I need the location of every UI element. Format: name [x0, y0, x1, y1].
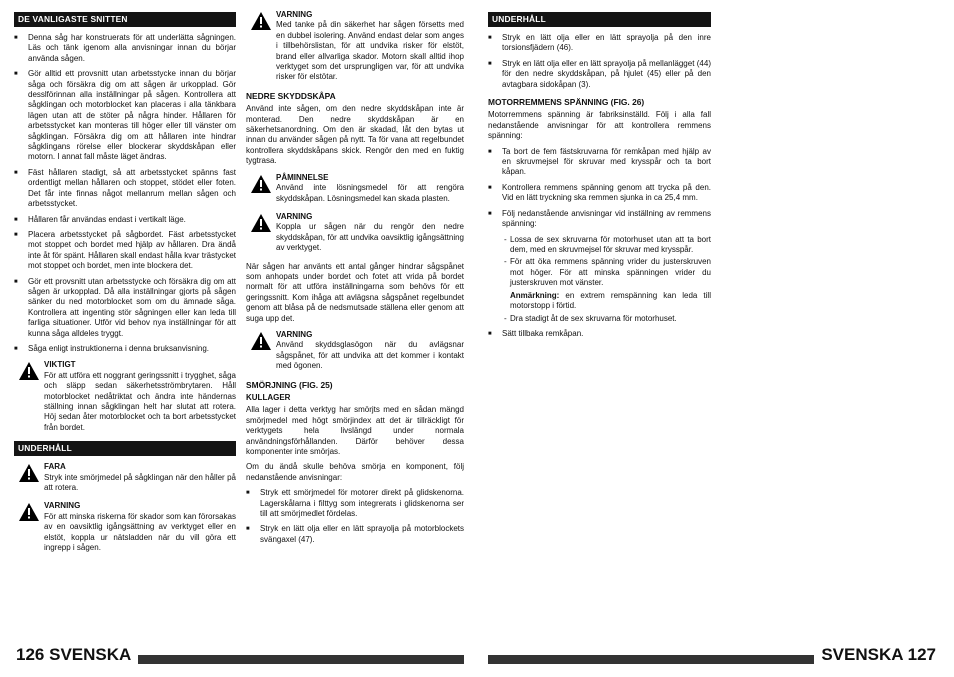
viktigt-label: VIKTIGT — [44, 360, 76, 370]
list-item: - Dra stadigt åt de sex skruvarna för motorhuset. — [488, 314, 711, 324]
right-bullet-list-3 — [488, 329, 711, 339]
viktigt-text: För att utföra ett noggrant geringssnitt i trygghet, såga och släpp sedan säkerhetsströmbrytaren. Håll motorblocket nedåtriktat och ändra inte händernas ställning innan sågklingan helt har slutat att rotera. Höj sedan åter motorblocket och ta bort arbetsstycket från bordet. — [44, 370, 236, 432]
footer-right — [488, 646, 940, 664]
varning-text: Med tanke på din säkerhet har sågen försetts med en dubbel isolering. Använd endast delar som anges i tillbehörslistan, för att undvika risker för elstöt, brand eller allvarliga skador. Motorn skall alltid ihop verktyget som det ursprungligen var, för att undvika risker för elstötar. — [276, 20, 464, 82]
left-bullet-list — [14, 33, 236, 354]
warning-icon — [246, 330, 276, 356]
page-language: SVENSKA — [49, 645, 132, 664]
paragraph: Använd inte sågen, om den nedre skyddskåpan inte är monterad. Den nedre skyddskåpan är en säkerhetsanordning. Om den är skadad, låt den bytas ut innan du använder sågen på nytt. Ta för vana att regelbundet kontrollera skyddskåpans skick. Rengör den med en fuktig tygtrasa. — [246, 104, 464, 166]
fara-note — [14, 462, 236, 493]
list-item: ■ Ta bort de fem fästskruvarna för remkåpan med hjälp av en skruvmejsel för skruvar med krysspår och ta bort kåpan. — [488, 147, 711, 178]
fara-label: FARA — [44, 462, 66, 472]
paminnelse-label: PÅMINNELSE — [276, 172, 329, 182]
heading-motorremmens-spanning: MOTORREMMENS SPÄNNING (FIG. 26) — [488, 97, 645, 108]
varning-note — [246, 212, 464, 254]
list-item: ■ Gör ett provsnitt utan arbetsstycke och försäkra dig om att sågen är urkopplad. Då alla inställningar gjorts på sågen sänker du ned motorblocket som om du ämnade såga. Kontrollera att ingenting stör sågningen eller kan leda till farliga situationer. Utför vid behov nya inställningar för att kunna såga alldeles tryggt. — [14, 277, 236, 339]
list-item: ■ Såga enligt instruktionerna i denna bruksanvisning. — [14, 344, 236, 354]
section-title-underhall: UNDERHÅLL — [488, 12, 711, 27]
varning-note — [246, 10, 464, 83]
varning-text: Koppla ur sågen när du rengör den nedre skyddskåpan, för att undvika oavsiktlig igångsättning av verktyget. — [276, 222, 464, 253]
footer-rule — [138, 655, 464, 664]
warning-icon — [246, 10, 276, 36]
page-number — [821, 646, 936, 664]
right-dash-list-2 — [488, 314, 711, 324]
page-number-value: 127 — [907, 645, 936, 664]
varning-note — [246, 330, 464, 372]
fara-text: Stryk inte smörjmedel på sågklingan när den håller på att rotera. — [44, 472, 236, 493]
page-language: SVENSKA — [821, 645, 903, 664]
right-bullet-list — [488, 33, 711, 90]
list-item: ■ Placera arbetsstycket på sågbordet. Fäst arbetsstycket mot stoppet och bordet med hjälp av hållaren. Dra ändå inte åt för spänt. Hållaren skall endast hålla kvar trästycket mot stoppet och bordet, men inte blockera det. — [14, 230, 236, 272]
paragraph: Motorremmens spänning är fabriksinställd. Följ i alla fall nedanstående anvisningar för att kontrollera remmens spänning: — [488, 110, 711, 141]
list-item: - Lossa de sex skruvarna för motorhuset utan att ta bort dem, med en skruvmejsel för skruvar med krysspår. — [488, 235, 711, 256]
footer-rule — [488, 655, 814, 664]
anmarkning-note — [488, 291, 711, 312]
paragraph: Alla lager i detta verktyg har smörjts med en sådan mängd smörjmedel med högt smörjindex att det är tillräckligt för verktygets hela livslängd under normala användningsförhållanden. Därför behöver dessa komponenter inte smörjas. — [246, 405, 464, 457]
list-item: ■ Stryk en lätt olja eller en lätt sprayolja på mellanlägget (44) för den nedre skyddskåpan, på hjulet (45) eller på den avtagbara sidokåpan (3). — [488, 59, 711, 90]
left-column — [14, 10, 236, 561]
varning-label: VARNING — [44, 501, 81, 511]
paragraph: När sågen har använts ett antal gånger hindrar sågspånet som anhopats under bordet och fotet att vrida på bordet normalt för att utföra inställningarna som behövs för ett geringssnitt. Kom ihåga att avlägsna sågspånet regelbundet genom att blåsa på de nedsmutsade ställena eller genom att suga upp det. — [246, 261, 464, 323]
list-item: ■ Fäst hållaren stadigt, så att arbetsstycket spänns fast ordentligt mellan hållaren och stoppet, stödet eller foten. Det får inte finnas något mellanrum mellan sågen och arbetsstycket. — [14, 168, 236, 210]
anmarkning-text: en extrem remspänning kan leda till motorstopp i förtid. — [510, 290, 711, 310]
heading-kullager: KULLAGER — [246, 393, 291, 402]
viktigt-note — [14, 360, 236, 433]
list-item: ■ Gör alltid ett provsnitt utan arbetsstycke innan du börjar såga och försäkra dig om att sågen är urkopplad. Gör desslförinnan alla inställningar på sågen. Kontrollera att sågklingan och motorblocket kan placeras i alla tänkbara lägen utan att de stöter på några hinder. Hållaren för arbetsstycket kan monteras till höger eller till vänster om sågklingan. Försäkra dig om att hållaren inte hindrar sågklingans rörelse eller blockerar skyddskåpan eller motorn. I annat fall måste läget ändras. — [14, 69, 236, 163]
warning-icon — [246, 212, 276, 238]
right-bullet-list-2 — [488, 147, 711, 230]
section-title-underhall: UNDERHÅLL — [14, 441, 236, 456]
footer-left — [14, 646, 464, 664]
list-item: ■ Stryk en lätt olja eller en lätt sprayolja på den inre torsionsfjädern (46). — [488, 33, 711, 54]
warning-icon — [14, 501, 44, 527]
varning-text: För att minska riskerna för skador som kan förorsakas av en oavsiktlig igångsättning av verktyget eller en elstöt, koppla ur nätsladden när du vill göra ett ingrepp i sågen. — [44, 511, 236, 553]
list-item: ■ Sätt tillbaka remkåpan. — [488, 329, 711, 339]
list-item: ■ Kontrollera remmens spänning genom att trycka på den. Vid en lätt tryckning ska remmen sjunka in ca 25,4 mm. — [488, 183, 711, 204]
list-item: ■ Stryk en lätt olja eller en lätt sprayolja på motorblockets svängaxel (47). — [246, 524, 464, 545]
varning-label: VARNING — [276, 329, 313, 339]
varning-note — [14, 501, 236, 553]
page-number — [16, 646, 131, 664]
paminnelse-note — [246, 173, 464, 204]
paragraph: Om du ändå skulle behöva smörja en komponent, följ nedanstående anvisningar: — [246, 462, 464, 482]
anmarkning-label: Anmärkning: — [510, 290, 560, 300]
section-title-vanligaste-snitten: DE VANLIGASTE SNITTEN — [14, 12, 236, 27]
list-item: ■ Följ nedanstående anvisningar vid inställning av remmens spänning: — [488, 209, 711, 230]
varning-text: Använd skyddsglasögon när du avlägsnar sågspånet, för att undvika att det kommer i kontakt med ögonen. — [276, 340, 464, 371]
list-item: ■ Stryk ett smörjmedel för motorer direkt på glidskenorna. Lagerskålarna i filttyg som integrerats i glidskenorna ser till att smörjmedlet fördelas. — [246, 488, 464, 519]
page-number-value: 126 — [16, 645, 45, 664]
right-column — [488, 10, 711, 344]
varning-label: VARNING — [276, 10, 313, 19]
list-item: ■ Denna såg har konstruerats för att underlätta sågningen. Läs och tänk igenom alla anvisningar innan du börjar använda sågen. — [14, 33, 236, 64]
heading-nedre-skyddskapa: NEDRE SKYDDSKÅPA — [246, 90, 336, 101]
list-item: - För att öka remmens spänning vrider du justerskruven mot höger. För att minska spänningen vrider du justerskruven mot vänster. — [488, 257, 711, 288]
varning-label: VARNING — [276, 211, 313, 221]
heading-smorjning: SMÖRJNING (FIG. 25) — [246, 379, 333, 390]
paminnelse-text: Använd inte lösningsmedel för att rengöra skyddskåpan. Lösningsmedel kan skada plasten. — [276, 183, 464, 203]
right-dash-list — [488, 235, 711, 289]
middle-column — [246, 10, 464, 550]
list-item: ■ Hållaren får användas endast i vertikalt läge. — [14, 215, 236, 225]
warning-icon — [14, 360, 44, 386]
warning-icon — [14, 462, 44, 488]
warning-icon — [246, 173, 276, 199]
middle-bullet-list — [246, 488, 464, 545]
